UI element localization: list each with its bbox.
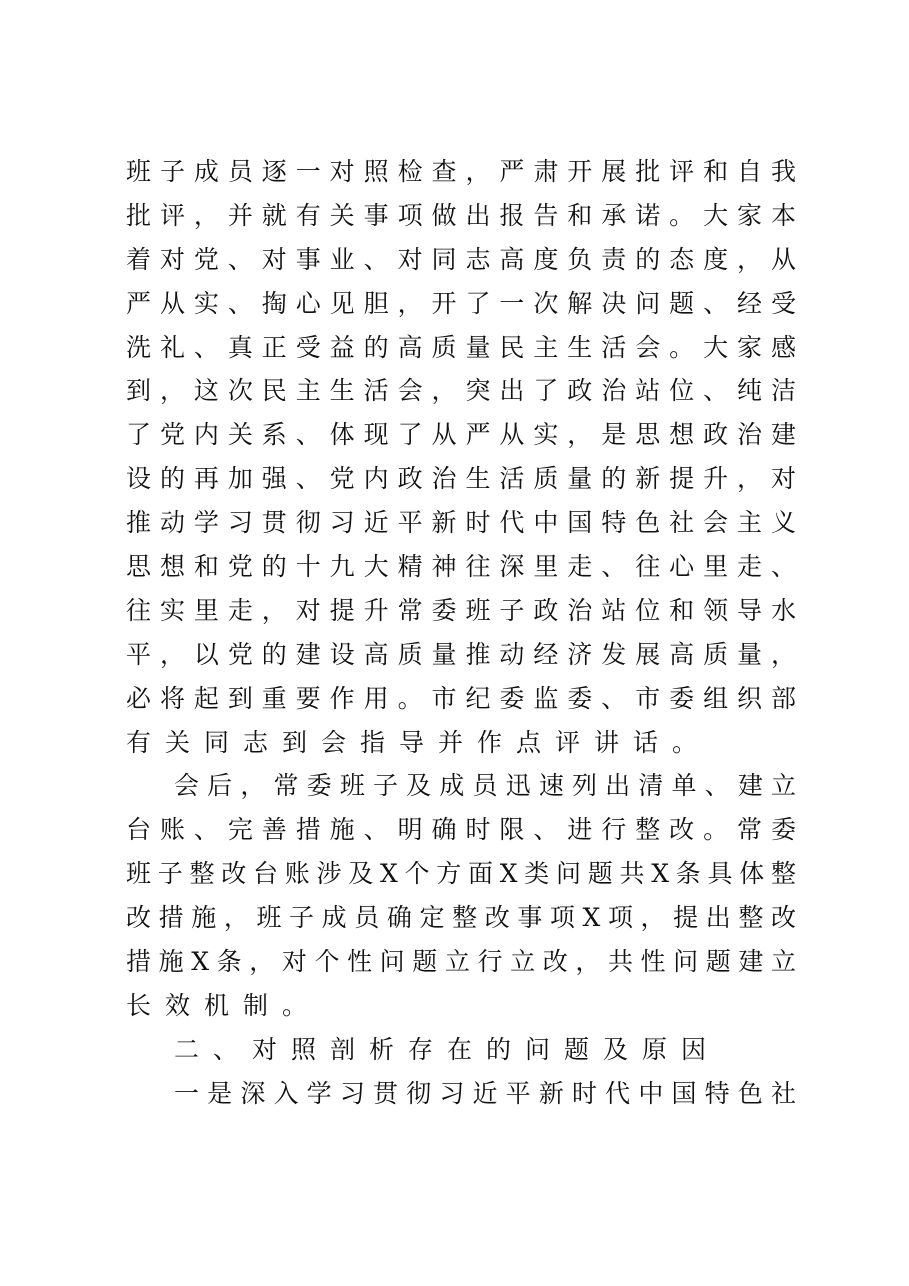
paragraph-line: 长效机制。 — [126, 990, 322, 1020]
paragraph-line: 洗礼、真正受益的高质量民主生活会。大家感 — [126, 332, 796, 362]
document-body — [126, 150, 796, 1116]
paragraph-line: 批评，并就有关事项做出报告和承诺。大家本 — [126, 200, 796, 230]
section-heading: 二、对照剖析存在的问题及原因 — [174, 1034, 721, 1064]
paragraph-line: 思想和党的十九大精神往深里走、往心里走、 — [126, 552, 796, 582]
paragraph-line: 措施X条，对个性问题立行立改，共性问题建立 — [126, 947, 796, 977]
paragraph-line: 一是深入学习贯彻习近平新时代中国特色社 — [174, 1078, 796, 1108]
paragraph-line: 必将起到重要作用。市纪委监委、市委组织部 — [126, 683, 796, 713]
paragraph-line: 推动学习贯彻习近平新时代中国特色社会主义 — [126, 508, 796, 538]
paragraph-line: 班子整改台账涉及X个方面X类问题共X条具体整 — [126, 859, 796, 889]
paragraph-line: 台账、完善措施、明确时限、进行整改。常委 — [126, 815, 796, 845]
paragraph-line: 有关同志到会指导并作点评讲话。 — [126, 727, 712, 757]
paragraph-line: 严从实、掏心见胆，开了一次解决问题、经受 — [126, 288, 796, 318]
paragraph-line: 着对党、对事业、对同志高度负责的态度，从 — [126, 244, 796, 274]
paragraph-line: 平，以党的建设高质量推动经济发展高质量， — [126, 639, 796, 669]
paragraph-line: 了党内关系、体现了从严从实，是思想政治建 — [126, 420, 796, 450]
paragraph-line: 往实里走，对提升常委班子政治站位和领导水 — [126, 595, 796, 625]
paragraph-line: 改措施，班子成员确定整改事项X项，提出整改 — [126, 903, 796, 933]
paragraph-line: 会后，常委班子及成员迅速列出清单、建立 — [174, 771, 796, 801]
paragraph-line: 到，这次民主生活会，突出了政治站位、纯洁 — [126, 376, 796, 406]
paragraph-line: 设的再加强、党内政治生活质量的新提升，对 — [126, 464, 796, 494]
paragraph-line: 班子成员逐一对照检查，严肃开展批评和自我 — [126, 157, 796, 186]
